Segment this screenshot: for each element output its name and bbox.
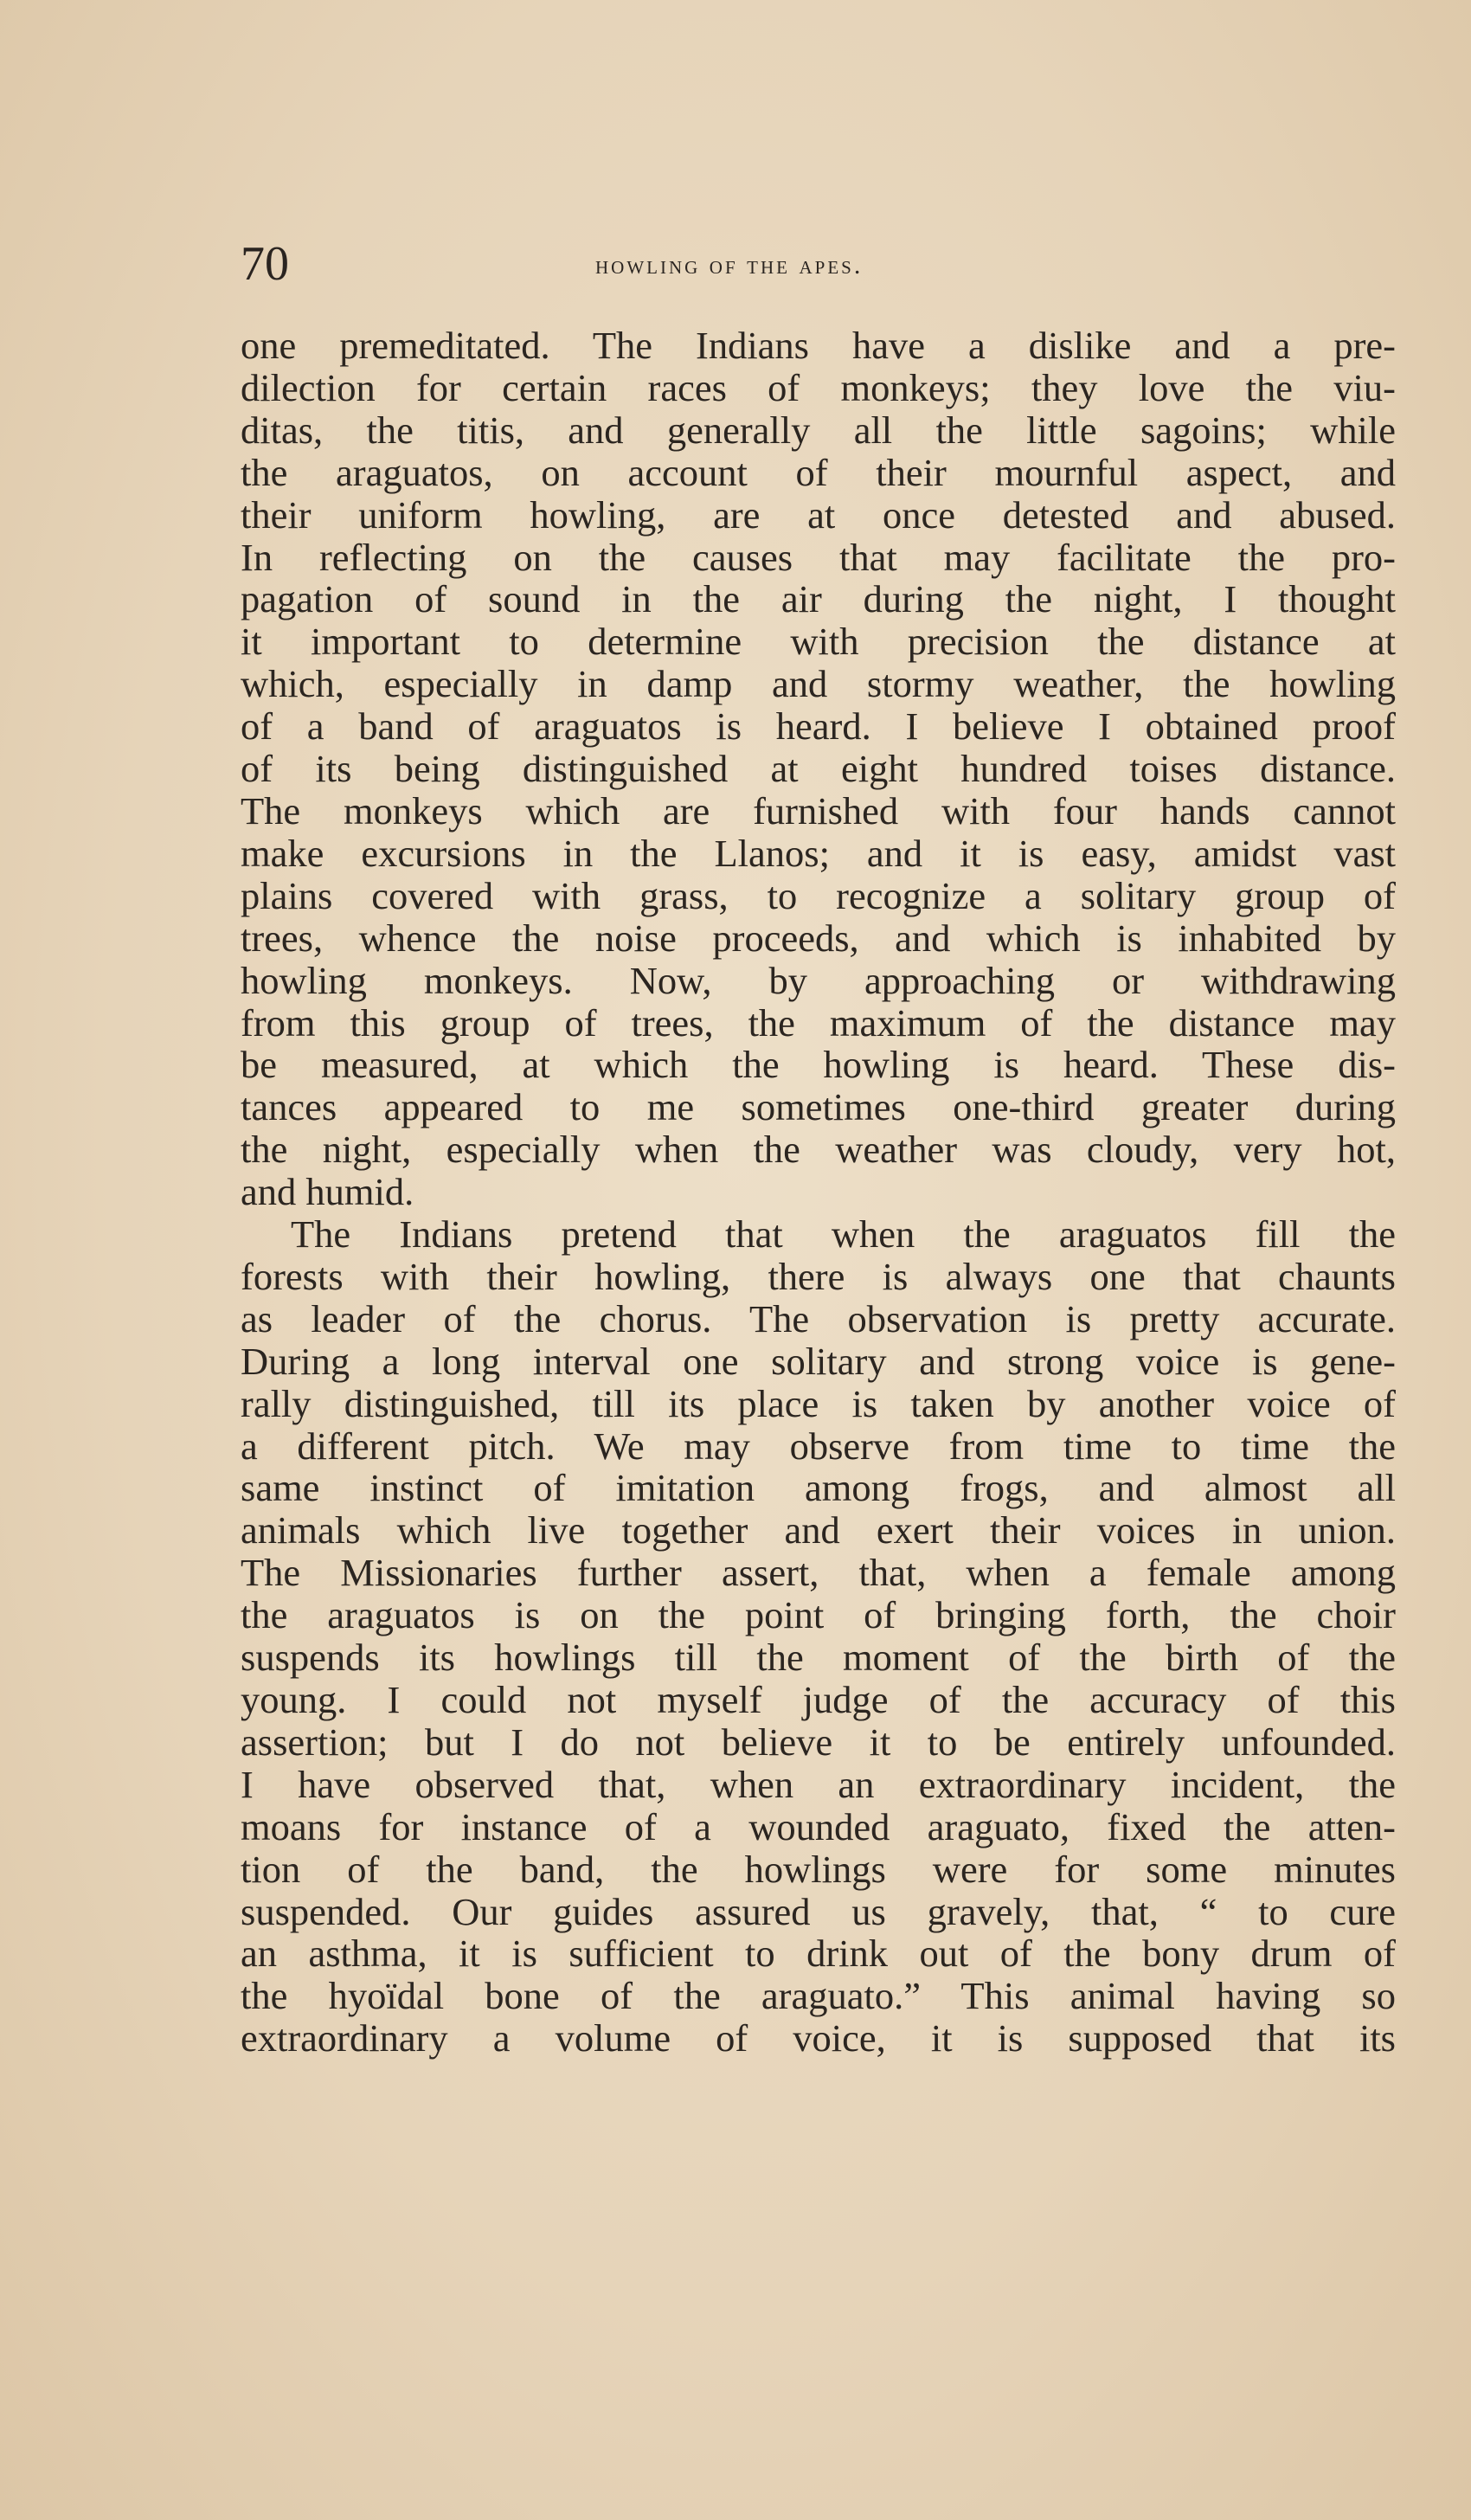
text-line: The Indians pretend that when the araguatos fill the [291, 1212, 1396, 1257]
text-line: tion of the band, the howlings were for some minutes [241, 1847, 1396, 1891]
text-line: make excursions in the Llanos; and it is easy, amidst vast [241, 831, 1396, 875]
text-line: extraordinary a volume of voice, it is supposed that its [241, 2016, 1396, 2060]
text-line: suspends its howlings till the moment of the birth of the [241, 1636, 1396, 1680]
text-line: rally distinguished, till its place is taken by another voice of [241, 1381, 1396, 1425]
text-line: I have observed that, when an extraordinary incident, the [241, 1762, 1396, 1806]
text-line: the night, especially when the weather was cloudy, very hot, [241, 1128, 1396, 1172]
text-line: the araguatos, on account of their mournful aspect, and [241, 450, 1396, 494]
text-line: dilection for certain races of monkeys; they love the viu- [241, 365, 1396, 409]
text-line: forests with their howling, there is always one that chaunts [241, 1254, 1396, 1298]
text-line: and humid. [241, 1170, 414, 1214]
text-line: of its being distinguished at eight hundred toises distance. [241, 747, 1396, 791]
text-line: The Missionaries further assert, that, when a female among [241, 1551, 1396, 1595]
text-line: from this group of trees, the maximum of the distance may [241, 1000, 1396, 1045]
text-line: as leader of the chorus. The observation is pretty accurate. [241, 1296, 1396, 1340]
text-line: one premeditated. The Indians have a dislike and a pre- [241, 324, 1396, 367]
text-line: animals which live together and exert their voices in union. [241, 1508, 1396, 1552]
text-line: During a long interval one solitary and strong voice is gene- [241, 1339, 1396, 1383]
paragraph [241, 325, 1396, 1213]
text-line: suspended. Our guides assured us gravely, that, “ to cure [241, 1889, 1396, 1933]
text-line: it important to determine with precision the distance at [241, 620, 1396, 664]
text-line: of a band of araguatos is heard. I believe I obtained proof [241, 704, 1396, 749]
text-line: plains covered with grass, to recognize a solitary group of [241, 873, 1396, 917]
text-line: In reflecting on the causes that may facilitate the pro- [241, 535, 1396, 579]
text-line: ditas, the titis, and generally all the little sagoins; while [241, 408, 1396, 452]
text-line: young. I could not myself judge of the accuracy of this [241, 1678, 1396, 1721]
text-line: The monkeys which are furnished with four hands cannot [241, 788, 1396, 832]
text-line: moans for instance of a wounded araguato, fixed the atten- [241, 1804, 1396, 1848]
text-line: an asthma, it is sufficient to drink out of the bony drum of [241, 1932, 1396, 1976]
text-line: a different pitch. We may observe from time to time the [241, 1424, 1396, 1468]
text-line: howling monkeys. Now, by approaching or withdrawing [241, 958, 1396, 1002]
paragraph [241, 1213, 1396, 2060]
text-line: which, especially in damp and stormy weather, the howling [241, 662, 1396, 706]
text-line: same instinct of imitation among frogs, and almost all [241, 1466, 1396, 1510]
text-line: assertion; but I do not believe it to be entirely unfounded. [241, 1720, 1396, 1764]
text-line: trees, whence the noise proceeds, and which is inhabited by [241, 916, 1396, 960]
text-line: their uniform howling, are at once detested and abused. [241, 492, 1396, 537]
body-text [241, 325, 1396, 2060]
text-line: the araguatos is on the point of bringing forth, the choir [241, 1593, 1396, 1637]
page-header [241, 234, 1400, 294]
running-head: howling of the apes. [595, 251, 864, 280]
page-number: 70 [241, 237, 289, 291]
text-line: pagation of sound in the air during the night, I thought [241, 577, 1396, 621]
text-line: be measured, at which the howling is heard. These dis- [241, 1043, 1396, 1087]
text-line: the hyoïdal bone of the araguato.” This animal having so [241, 1974, 1396, 2018]
text-line: tances appeared to me sometimes one-third greater during [241, 1085, 1396, 1129]
